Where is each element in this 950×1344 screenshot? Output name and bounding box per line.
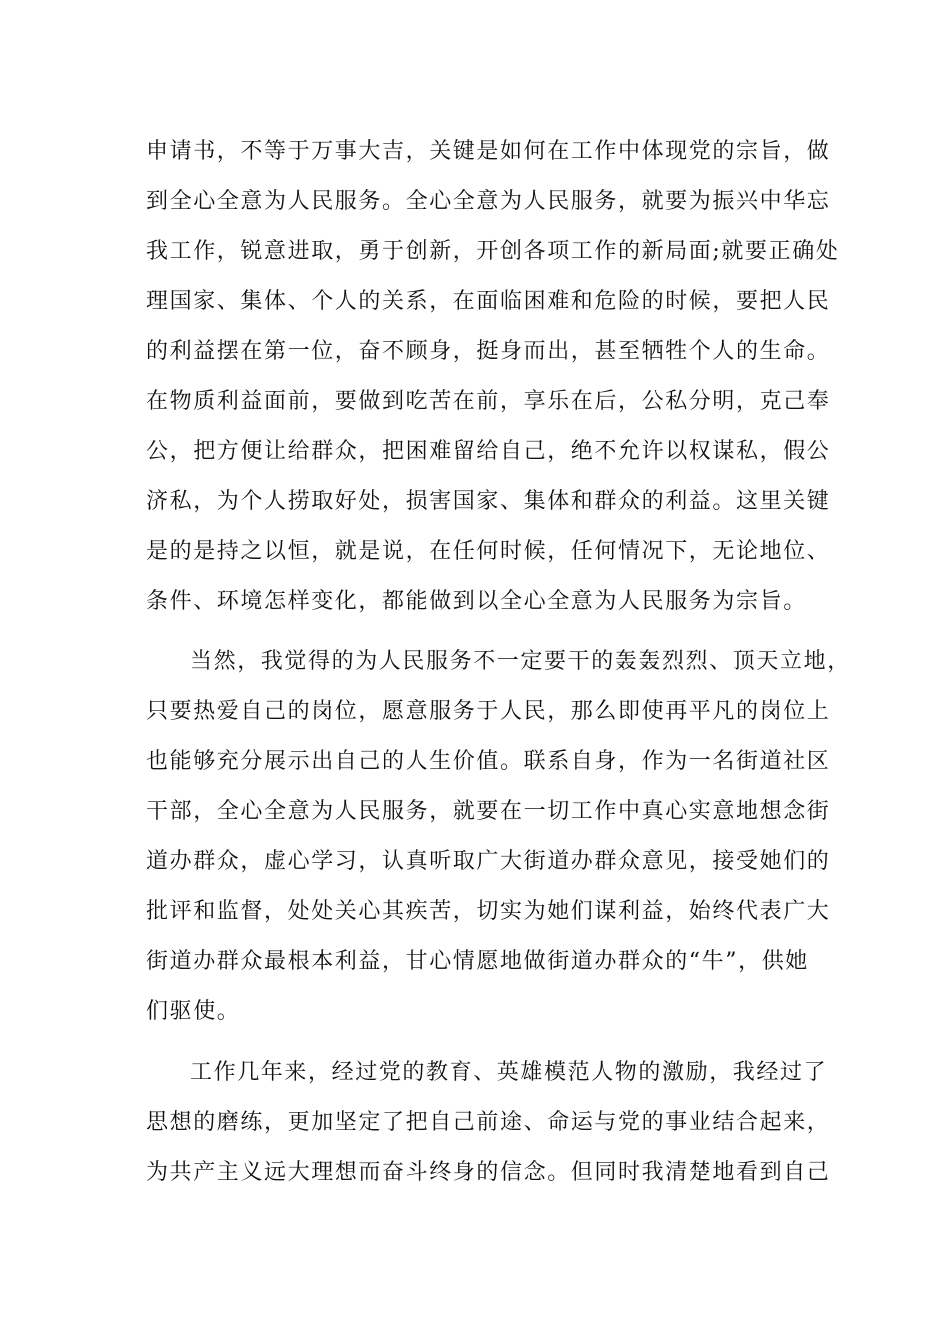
paragraph-line: 是的是持之以恒，就是说，在任何时候，任何情况下，无论地位、 — [146, 539, 831, 564]
paragraph-line: 街道办群众最根本利益，甘心情愿地做街道办群众的“牛”，供她 — [146, 949, 809, 974]
paragraph-line: 我工作，锐意进取，勇于创新，开创各项工作的新局面;就要正确处 — [146, 239, 840, 264]
paragraph-line: 工作几年来，经过党的教育、英雄模范人物的激励，我经过了 — [190, 1060, 828, 1085]
paragraph-line: 申请书，不等于万事大吉，关键是如何在工作中体现党的宗旨，做 — [146, 139, 831, 164]
paragraph-line: 批评和监督，处处关心其疾苦，切实为她们谋利益，始终代表广大 — [146, 899, 831, 924]
paragraph-line: 为共产主义远大理想而奋斗终身的信念。但同时我清楚地看到自己 — [146, 1160, 831, 1185]
paragraph-line: 到全心全意为人民服务。全心全意为人民服务，就要为振兴中华忘 — [146, 189, 831, 214]
paragraph-line: 当然，我觉得的为人民服务不一定要干的轰轰烈烈、顶天立地， — [190, 649, 851, 674]
paragraph-line: 道办群众，虚心学习，认真听取广大街道办群众意见，接受她们的 — [146, 849, 831, 874]
paragraph-line: 们驱使。 — [146, 999, 241, 1024]
paragraph-line: 公，把方便让给群众，把困难留给自己，绝不允许以权谋私，假公 — [146, 439, 831, 464]
paragraph-line: 也能够充分展示出自己的人生价值。联系自身，作为一名街道社区 — [146, 749, 831, 774]
paragraph-1 — [146, 127, 840, 627]
paragraph-line: 干部，全心全意为人民服务，就要在一切工作中真心实意地想念街 — [146, 799, 831, 824]
paragraph-line: 在物质利益面前，要做到吃苦在前，享乐在后，公私分明，克己奉 — [146, 389, 831, 414]
paragraph-2 — [146, 637, 851, 1037]
paragraph-line: 条件、环境怎样变化，都能做到以全心全意为人民服务为宗旨。 — [146, 589, 807, 614]
paragraph-line: 的利益摆在第一位，奋不顾身，挺身而出，甚至牺牲个人的生命。 — [146, 339, 831, 364]
paragraph-line: 理国家、集体、个人的关系，在面临困难和危险的时候，要把人民 — [146, 289, 831, 314]
paragraph-line: 思想的磨练，更加坚定了把自己前途、命运与党的事业结合起来， — [146, 1110, 831, 1135]
paragraph-line: 济私，为个人捞取好处，损害国家、集体和群众的利益。这里关键 — [146, 489, 831, 514]
paragraph-line: 只要热爱自己的岗位，愿意服务于人民，那么即使再平凡的岗位上 — [146, 699, 831, 724]
paragraph-3 — [146, 1048, 831, 1198]
